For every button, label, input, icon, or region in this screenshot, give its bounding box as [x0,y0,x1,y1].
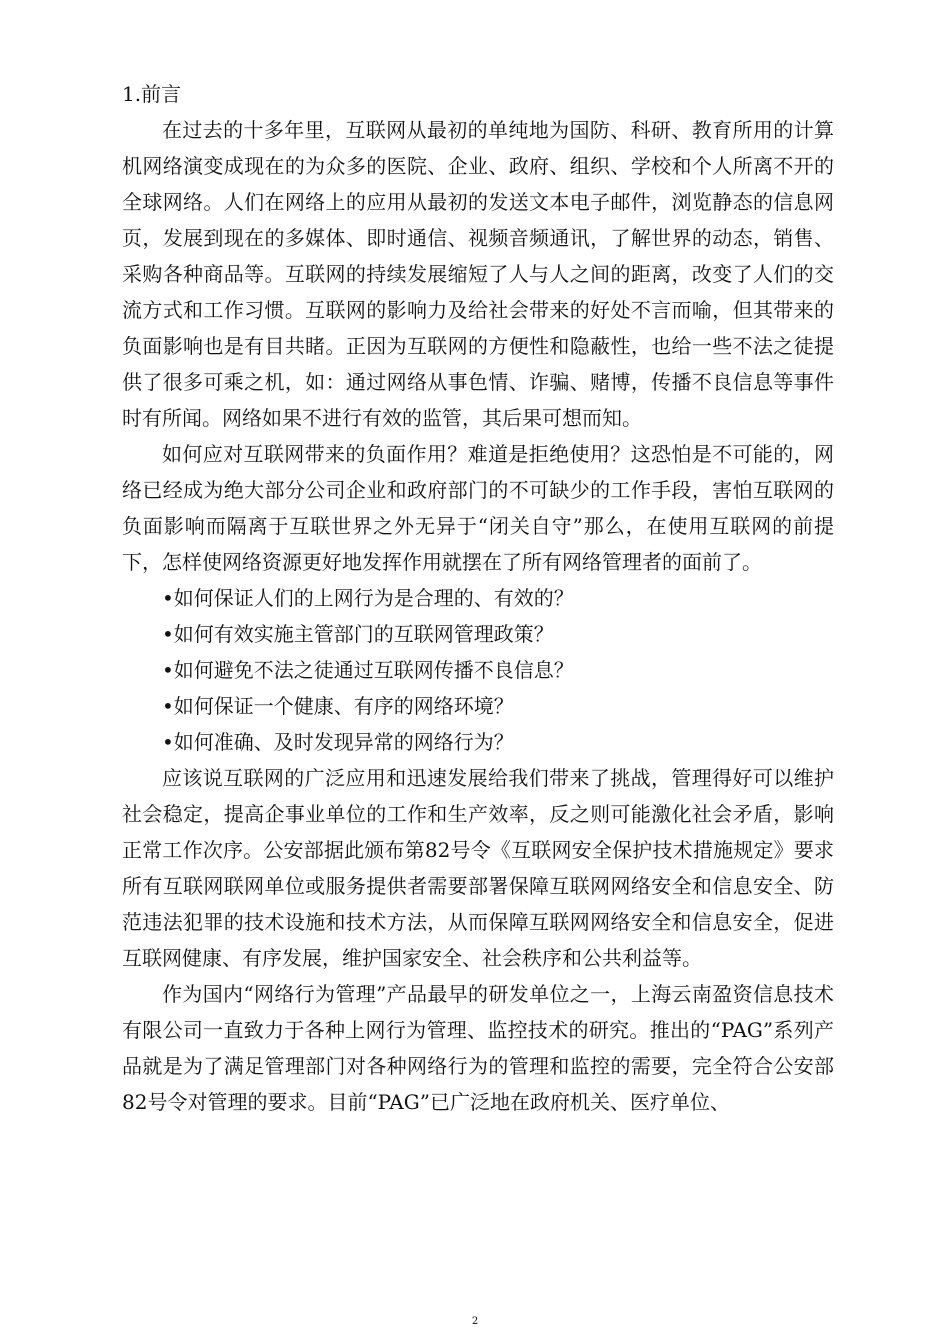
document-body [122,76,834,1120]
bullet-item: •如何保证人们的上网行为是合理的、有效的？ [162,586,574,610]
bullet-item: •如何避免不法之徒通过互联网传播不良信息？ [162,658,574,682]
paragraph: 如何应对互联网带来的负面作用？难道是拒绝使用？这恐怕是不可能的，网络已经成为绝大部分公司企业和政府部门的不可缺少的工作手段，害怕互联网的负面影响而隔离于互联世界之外无异于“闭关自守”那么，在使用互联网的前提下，怎样使网络资源更好地发挥作用就摆在了所有网络管理者的面前了。 [122,442,834,574]
paragraph: 作为国内“网络行为管理”产品最早的研发单位之一，上海云南盈资信息技术有限公司一直致力于各种上网行为管理、监控技术的研究。推出的“PAG”系列产品就是为了满足管理部门对各种网络行为的管理和监控的需要，完全符合公安部82号令对管理的要求。目前“PAG”已广泛地在政府机关、医疗单位、 [122,982,834,1114]
bullet-item: •如何准确、及时发现异常的网络行为？ [162,730,514,754]
section-heading: 1.前言 [122,82,182,106]
bullet-item: •如何有效实施主管部门的互联网管理政策？ [162,622,554,646]
bullet-item: •如何保证一个健康、有序的网络环境？ [162,694,514,718]
paragraph: 应该说互联网的广泛应用和迅速发展给我们带来了挑战，管理得好可以维护社会稳定，提高企事业单位的工作和生产效率，反之则可能激化社会矛盾，影响正常工作次序。公安部据此颁布第82号令《互联网安全保护技术措施规定》要求所有互联网联网单位或服务提供者需要部署保障互联网网络安全和信息安全、防范违法犯罪的技术设施和技术方法，从而保障互联网网络安全和信息安全，促进互联网健康、有序发展，维护国家安全、社会秩序和公共利益等。 [122,766,834,970]
page-number: 2 [471,1316,479,1327]
paragraph: 在过去的十多年里，互联网从最初的单纯地为国防、科研、教育所用的计算机网络演变成现在的为众多的医院、企业、政府、组织、学校和个人所离不开的全球网络。人们在网络上的应用从最初的发送文本电子邮件，浏览静态的信息网页，发展到现在的多媒体、即时通信、视频音频通讯，了解世界的动态，销售、采购各种商品等。互联网的持续发展缩短了人与人之间的距离，改变了人们的交流方式和工作习惯。互联网的影响力及给社会带来的好处不言而喻，但其带来的负面影响也是有目共睹。正因为互联网的方便性和隐蔽性，也给一些不法之徒提供了很多可乘之机，如：通过网络从事色情、诈骗、赌博，传播不良信息等事件时有所闻。网络如果不进行有效的监管，其后果可想而知。 [122,118,834,430]
